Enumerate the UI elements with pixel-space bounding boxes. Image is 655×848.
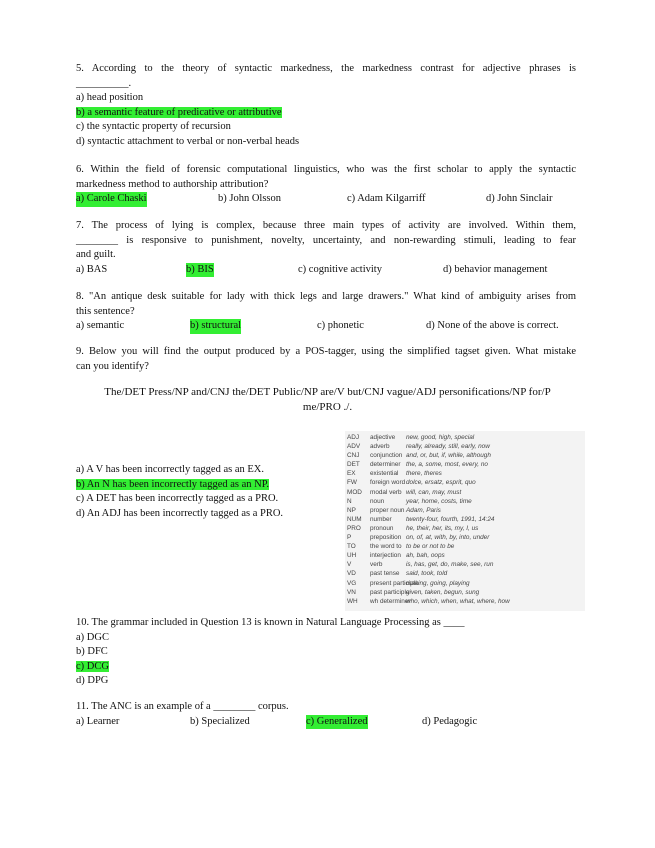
answer-option-c-highlighted: c) DCG	[76, 660, 109, 672]
tagset-meaning: verb	[370, 561, 383, 569]
tagset-meaning: modal verb	[370, 488, 402, 496]
answer-option-a: a) head position	[76, 92, 144, 103]
question-stem-line: __________.	[76, 77, 132, 89]
tagset-tag: VD	[347, 570, 356, 578]
tagset-tag: EX	[347, 470, 356, 478]
question-11	[76, 700, 576, 729]
tagset-tag: MOD	[347, 488, 362, 496]
tagset-examples: year, home, costs, time	[406, 497, 472, 505]
tagset-row	[345, 560, 585, 569]
tagset-row	[345, 488, 585, 497]
tagset-meaning: existential	[370, 470, 399, 478]
tagset-row	[345, 515, 585, 524]
tagset-row	[345, 469, 585, 478]
answer-option-a-highlighted: a) Carole Chaski	[76, 192, 147, 207]
tagset-examples: there, theres	[406, 470, 442, 478]
answer-option-a: a) A V has been incorrectly tagged as an EX.	[76, 464, 264, 475]
tagset-examples: the, a, some, most, every, no	[406, 461, 488, 469]
question-stem-line: ________ is responsive to punishment, novelty, uncertainty, and non-rewarding stimuli, leading to fear	[76, 234, 576, 246]
answer-option-a: a) BAS	[76, 263, 108, 275]
answer-option-d: d) An ADJ has been incorrectly tagged as a PRO.	[76, 507, 284, 519]
tagset-tag: VG	[347, 579, 357, 587]
answer-option-d: d) DPG	[76, 675, 109, 686]
tagset-examples: to be or not to be	[406, 543, 455, 551]
answer-option-a: a) Learner	[76, 715, 120, 727]
tagset-tag: FW	[347, 479, 357, 487]
answer-option-b-highlighted: b) BIS	[186, 263, 214, 278]
tagset-row	[345, 433, 585, 442]
tagset-row	[345, 588, 585, 597]
answer-option-b-highlighted: b) a semantic feature of predicative or attributive	[76, 106, 282, 118]
tagset-examples: really, already, still, early, now	[406, 443, 490, 451]
tagset-row	[345, 478, 585, 487]
answer-option-b: b) Specialized	[190, 715, 250, 727]
answer-option-c: c) cognitive activity	[298, 263, 382, 275]
tagset-examples: given, taken, begun, sung	[406, 588, 480, 596]
tagset-meaning: noun	[370, 497, 385, 505]
tagset-tag: VN	[347, 588, 356, 596]
answer-option-b-highlighted: b) structural	[190, 319, 241, 334]
answer-option-b: b) DFC	[76, 646, 108, 657]
tagset-examples: twenty-four, fourth, 1991, 14:24	[406, 515, 495, 523]
tagset-tag: ADJ	[347, 434, 360, 441]
tagset-tag: CNJ	[347, 452, 360, 460]
tagset-tag: NUM	[347, 515, 362, 523]
tagset-row	[345, 497, 585, 506]
tagset-tag: DET	[347, 461, 360, 469]
tagset-examples: is, has, get, do, make, see, run	[406, 561, 494, 569]
tagset-examples: ah, bah, oops	[406, 552, 445, 560]
question-stem-line: 9. Below you will find the output produced by a POS-tagger, using the simplified tagset given. What mistake	[76, 346, 576, 357]
question-stem-line: 5. According to the theory of syntactic markedness, the markedness contrast for adjective phrases is	[76, 63, 576, 74]
tagset-meaning: present participle	[370, 579, 419, 587]
tagset-tag: P	[347, 534, 352, 542]
tagset-examples: who, which, when, what, where, how	[406, 597, 510, 605]
tagset-meaning: determiner	[370, 461, 401, 469]
tagged-sentence-line: me/PRO ./.	[302, 400, 353, 413]
tagset-meaning: interjection	[370, 552, 401, 560]
answer-option-d: d) Pedagogic	[422, 715, 478, 727]
answer-option-c: c) phonetic	[317, 320, 364, 331]
answer-option-d: d) behavior management	[443, 263, 548, 275]
question-stem-line: markedness method to authorship attribution?	[76, 178, 269, 190]
answer-option-c-highlighted: c) Generalized	[306, 715, 368, 730]
tagged-sentence-line: The/DET Press/NP and/CNJ the/DET Public/NP are/V but/CNJ vague/ADJ personifications/NP for/P	[104, 386, 551, 398]
tagset-row	[345, 551, 585, 560]
question-stem-line: and guilt.	[76, 249, 116, 260]
tagset-meaning: past participle	[370, 588, 410, 596]
answer-option-d: d) None of the above is correct.	[426, 320, 559, 331]
tagset-meaning: preposition	[370, 534, 402, 542]
question-9-options	[76, 463, 336, 521]
tagset-examples: Adam, Paris	[406, 506, 441, 514]
tagset-examples: and, or, but, if, while, although	[406, 452, 491, 460]
tagset-examples: new, good, high, special	[406, 434, 475, 441]
question-stem-line: 8. "An antique desk suitable for lady with thick legs and large drawers." What kind of ambiguity arises from	[76, 291, 576, 302]
question-stem-line: 10. The grammar included in Question 13 is known in Natural Language Processing as ____	[76, 617, 465, 628]
tagset-tag: UH	[347, 552, 357, 560]
tagset-row	[345, 579, 585, 588]
question-stem-line: can you identify?	[76, 360, 149, 372]
tagset-examples: he, their, her, its, my, I, us	[406, 524, 479, 532]
tagset-tag: WH	[347, 597, 358, 605]
answer-option-d: d) John Sinclair	[486, 193, 553, 204]
tagset-meaning: pronoun	[370, 524, 394, 532]
tagset-meaning: the word to	[370, 543, 402, 551]
answer-option-a: a) semantic	[76, 320, 125, 331]
answer-option-b-highlighted: b) An N has been incorrectly tagged as an NP.	[76, 478, 270, 490]
tagset-row	[345, 460, 585, 469]
answer-option-c: c) the syntactic property of recursion	[76, 121, 231, 132]
answer-option-d: d) syntactic attachment to verbal or non-verbal heads	[76, 135, 300, 147]
tagset-meaning: adjective	[370, 434, 396, 441]
tagset-table-image	[345, 431, 585, 611]
tagset-meaning: adverb	[370, 443, 390, 451]
question-stem-line: 7. The process of lying is complex, because three main types of activity are involved. Within them,	[76, 220, 576, 231]
tagset-examples: dolce, ersatz, esprit, quo	[406, 479, 476, 487]
tagset-row	[345, 597, 585, 606]
question-stem-line: this sentence?	[76, 305, 135, 317]
tagset-tag: NP	[347, 506, 356, 514]
tagset-row	[345, 569, 585, 578]
tagset-row	[345, 524, 585, 533]
answer-option-c: c) Adam Kilgarriff	[347, 193, 426, 204]
tagset-examples: making, going, playing	[406, 579, 470, 587]
tagset-meaning: wh determiner	[370, 597, 411, 605]
tagset-tag: TO	[347, 543, 356, 551]
tagset-tag: N	[347, 497, 352, 505]
question-10	[76, 616, 576, 689]
tagset-tag: ADV	[347, 443, 361, 451]
tagset-meaning: proper noun	[370, 506, 405, 514]
tagset-examples: on, of, at, with, by, into, under	[406, 534, 490, 542]
tagset-row	[345, 542, 585, 551]
question-5	[76, 62, 576, 149]
answer-option-b: b) John Olsson	[218, 193, 282, 204]
tagset-tag: PRO	[347, 524, 361, 532]
tagset-row	[345, 442, 585, 451]
tagset-row	[345, 451, 585, 460]
tagset-row	[345, 506, 585, 515]
question-7	[76, 219, 576, 277]
question-9	[76, 345, 576, 374]
tagset-examples: will, can, may, must	[406, 488, 462, 496]
tagset-meaning: foreign word	[370, 479, 406, 487]
tagset-examples: said, took, told	[406, 570, 448, 578]
tagset-meaning: conjunction	[370, 452, 403, 460]
tagset-meaning: past tense	[370, 570, 400, 578]
tagset-meaning: number	[370, 515, 392, 523]
tagset-tag: V	[347, 561, 352, 569]
answer-option-c: c) A DET has been incorrectly tagged as a PRO.	[76, 493, 279, 504]
question-8	[76, 290, 576, 334]
tagged-sentence	[70, 385, 585, 414]
tagset-row	[345, 533, 585, 542]
question-stem-line: 11. The ANC is an example of a ________ corpus.	[76, 701, 289, 712]
question-stem-line: 6. Within the field of forensic computational linguistics, who was the first scholar to apply the syntactic	[76, 164, 576, 175]
answer-option-a: a) DGC	[76, 631, 109, 643]
question-6	[76, 163, 576, 207]
